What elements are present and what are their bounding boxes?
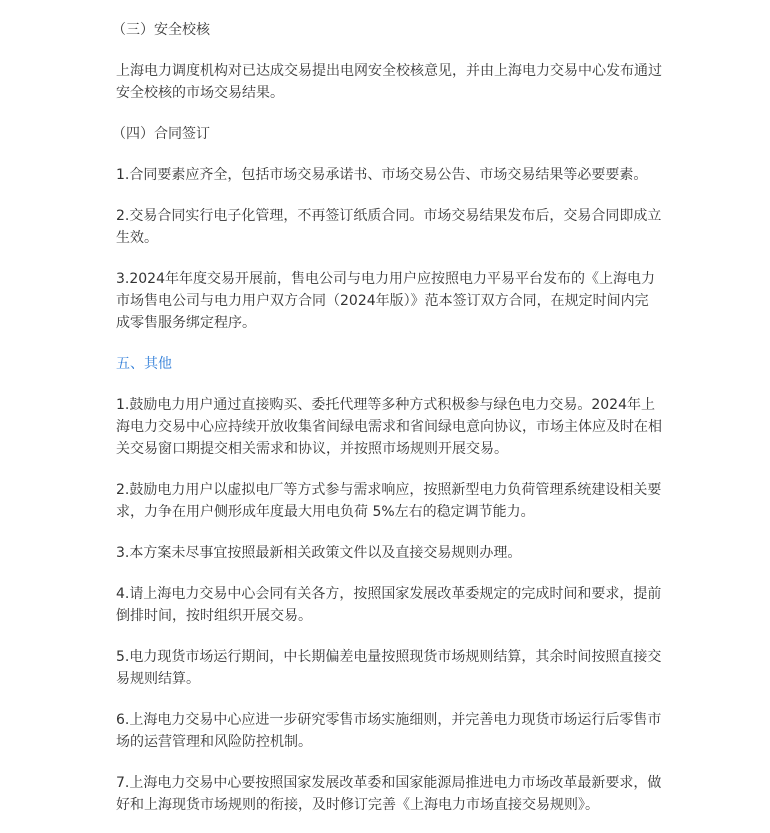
section-heading-others: 五、其他: [116, 356, 172, 372]
paragraph-others-7: 7.上海电力交易中心要按照国家发展改革委和国家能源局推进电力市场改革最新要求，做好和上海现货市场规则的衔接，及时修订完善《上海电力市场直接交易规则》。: [116, 775, 662, 813]
paragraph-contract-2: 2.交易合同实行电子化管理，不再签订纸质合同。市场交易结果发布后，交易合同即成立生效。: [116, 208, 662, 246]
subheading-safety-check: （三）安全校核: [112, 22, 210, 38]
paragraph-contract-3: 3.2024年年度交易开展前，售电公司与电力用户应按照电力平易平台发布的《上海电力市场售电公司与电力用户双方合同（2024年版）》范本签订双方合同，在规定时间内完成零售服务绑定程序。: [116, 271, 655, 331]
paragraph-safety-check: 上海电力调度机构对已达成交易提出电网安全校核意见，并由上海电力交易中心发布通过安全校核的市场交易结果。: [116, 63, 662, 101]
paragraph-contract-1: 1.合同要素应齐全，包括市场交易承诺书、市场交易公告、市场交易结果等必要要素。: [116, 167, 648, 183]
paragraph-others-4: 4.请上海电力交易中心会同有关各方，按照国家发展改革委规定的完成时间和要求，提前倒排时间，按时组织开展交易。: [116, 586, 662, 624]
paragraph-others-6: 6.上海电力交易中心应进一步研究零售市场实施细则，并完善电力现货市场运行后零售市场的运营管理和风险防控机制。: [116, 712, 662, 750]
paragraph-others-5: 5.电力现货市场运行期间，中长期偏差电量按照现货市场规则结算，其余时间按照直接交易规则结算。: [116, 649, 662, 687]
subheading-contract-signing: （四）合同签订: [112, 126, 210, 142]
paragraph-others-1: 1.鼓励电力用户通过直接购买、委托代理等多种方式积极参与绿色电力交易。2024年上海电力交易中心应持续开放收集省间绿电需求和省间绿电意向协议，市场主体应及时在相关交易窗口期提交相关需求和协议，并按照市场规则开展交易。: [116, 397, 662, 457]
paragraph-others-3: 3.本方案未尽事宜按照最新相关政策文件以及直接交易规则办理。: [116, 545, 522, 561]
paragraph-others-2: 2.鼓励电力用户以虚拟电厂等方式参与需求响应，按照新型电力负荷管理系统建设相关要求，力争在用户侧形成年度最大用电负荷 5%左右的稳定调节能力。: [116, 482, 662, 520]
